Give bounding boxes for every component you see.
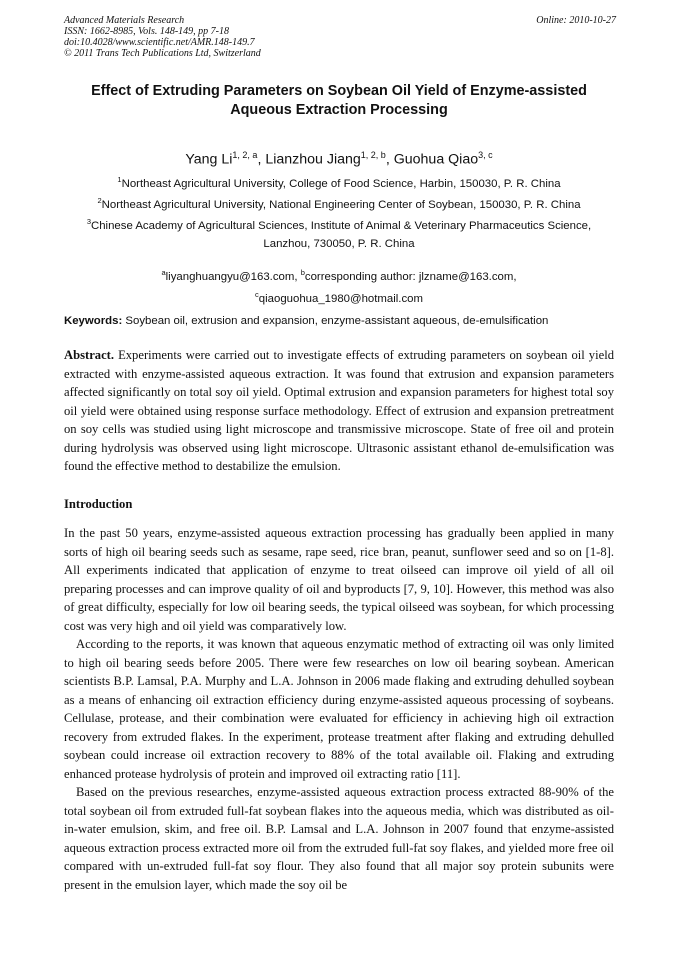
abstract [64,346,614,476]
title-line-1: Effect of Extruding Parameters on Soybean Oil Yield of Enzyme-assisted [91,83,587,99]
author-name: Guohua Qiao [393,151,479,168]
paragraph: According to the reports, it was known that aqueous enzymatic method of extracting oil was only limited to high oil bearing seeds before 2005. There were few researches on low oil bearing soybean. American scientists B.P. Lamsal, P.A. Murphy and L.A. Johnson in 2006 made flaking and extruding dehulled soybean as a means of enhancing oil extraction efficiency during enzyme-assisted aqueous processing of soybeans. Cellulase, protease, and their combination were evaluated for efficiency in achieving high oil extraction recovery from extruded flakes. In the experiment, protease treatment after flaking and extruding dehulled soybean could increase oil extraction recovery to 88% of the total available oil. Flaking and extruding enhanced protease hydrolysis of protein and improved oil extracting ratio [11]. [64,637,614,781]
paragraph: In the past 50 years, enzyme-assisted aqueous extraction processing has gradually been applied in many sorts of high oil bearing seeds such as sesame, rape seed, rice bran, peanut, sunflower seed and so on [1-8]. All experiments indicated that application of enzyme to treat oilseed can improve oil yield of all oil preparing processes and can improve quality of oil and byproducts [7, 9, 10]. However, this method was also of great difficulty, especially for low oil bearing seeds, the typical oilseed was soybean, for which processing cost was very high and oil yield was comparatively low. [64,526,614,633]
affiliation-mark: 1 [117,175,122,184]
email-c: qiaoguohua_1980@hotmail.com [258,292,423,305]
email-mark: c [255,290,259,299]
affiliation-3-cont: Lanzhou, 730050, P. R. China [263,238,415,250]
email-b: corresponding author: jlzname@163.com, [304,270,517,283]
author-affil-mark: 3, c [478,150,493,160]
author-list [40,146,638,169]
abstract-text: Experiments were carried out to investigate effects of extruding parameters on soybean oil yield extracted with enzyme-assisted aqueous extraction. It was found that extrusion and expansion parameters affected significantly on total soy oil yield. Optimal extrusion and expansion parameters for highest total soy oil yield were obtained using response surface methodology. Effect of extrusion and expansion pretreatment on soy cells was studied using light microscope and transmissive microscope. State of free oil and protein during hydrolysis was observed using light microscope. Ultrasonic assistant ethanol de-emulsification was found the effective method to destabilize the emulsion. [64,348,614,473]
keywords [64,314,624,328]
paper-title [60,82,618,120]
section-heading-introduction: Introduction [64,497,133,511]
email-a: liyanghuangyu@163.com, [165,270,301,283]
email-mark: a [161,268,166,277]
copyright-line: © 2011 Trans Tech Publications Ltd, Switzerland [64,48,261,59]
affiliation-3 [40,215,638,233]
affiliation-mark: 2 [97,196,102,205]
author-affil-mark: 1, 2, a [232,150,258,160]
email-mark: b [300,268,305,277]
author-name: Lianzhou Jiang [265,151,361,168]
doi-line: doi:10.4028/www.scientific.net/AMR.148-149.7 [64,37,255,48]
online-date: Online: 2010-10-27 [536,15,616,26]
affiliation-mark: 3 [86,217,91,226]
author-affil-mark: 1, 2, b [360,150,386,160]
affiliation-text: Chinese Academy of Agricultural Sciences, Institute of Animal & Veterinary Pharmaceutics Science, [91,219,592,232]
author-separator: , [257,151,266,168]
author-separator: , [385,151,394,168]
affiliation-1 [40,173,638,191]
affiliation-2 [40,194,638,212]
author-name: Yang Li [185,151,233,168]
affiliation-text: Northeast Agricultural University, National Engineering Center of Soybean, 150030, P. R. China [101,198,581,211]
abstract-label: Abstract. [64,348,115,362]
issn-line: ISSN: 1662-8985, Vols. 148-149, pp 7-18 [64,26,229,37]
keywords-text: Soybean oil, extrusion and expansion, enzyme-assistant aqueous, de-emulsification [122,315,549,327]
affiliation-text: Northeast Agricultural University, College of Food Science, Harbin, 150030, P. R. China [121,177,561,190]
paragraph: Based on the previous researches, enzyme-assisted aqueous extraction process extracted 88-90% of the total soybean oil from extruded full-fat soybean flakes into the aqueous media, which was distributed as oil-in-water emulsion, skim, and free oil. B.P. Lamsal and L.A. Johnson in 2007 found that enzyme-assisted aqueous extraction process extracted more oil from the extruded full-fat soy flakes, and yielded more free oil compared with un-extruded full-fat soy flour. They also found that all major soy protein subunits were present in the emulsion layer, which made the soy oil be [64,785,614,892]
email-line-1 [40,266,638,284]
title-line-2: Aqueous Extraction Processing [230,102,448,118]
introduction-body [64,524,614,894]
running-header [64,15,616,59]
journal-name: Advanced Materials Research [64,15,185,26]
email-line-2 [40,288,638,306]
keywords-label: Keywords: [64,315,123,327]
